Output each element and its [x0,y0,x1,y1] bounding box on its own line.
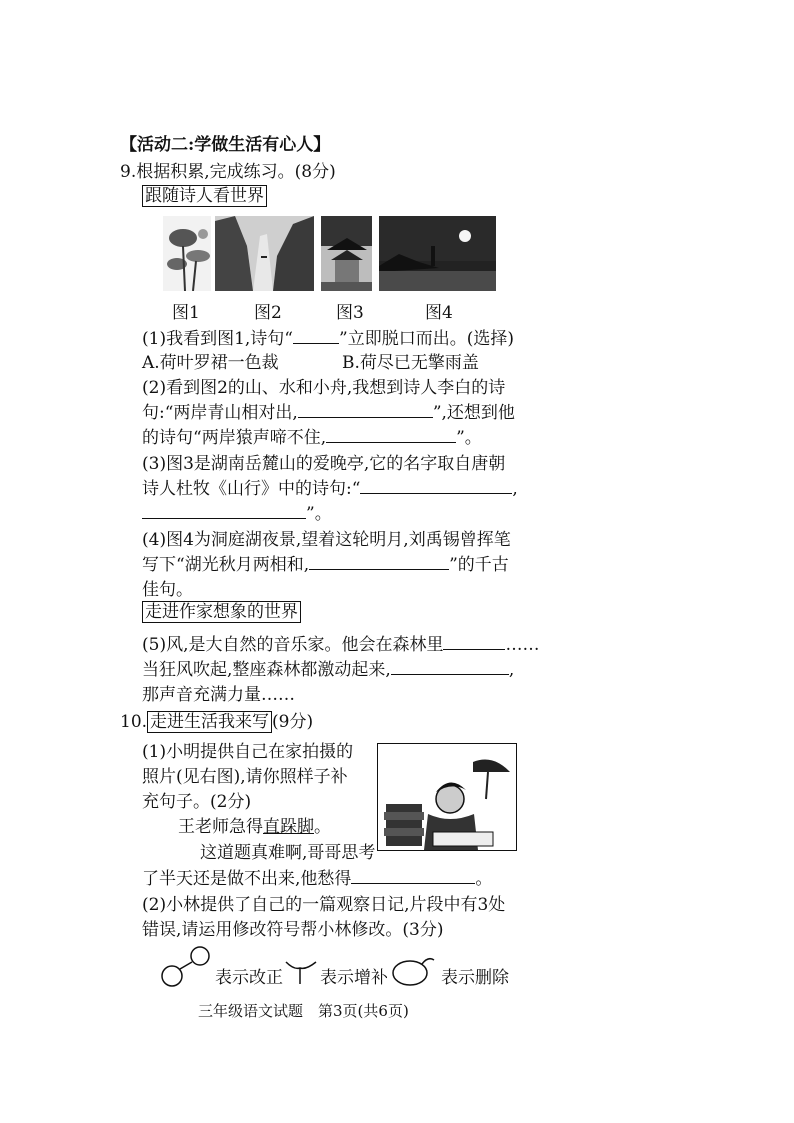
page-footer: 三年级语文试题 第3页(共6页) [198,1002,409,1020]
text: …… [505,635,540,655]
figure-caption: 图2 [254,303,282,323]
answer-blank[interactable] [351,869,475,884]
text: ”的千古 [449,555,509,575]
q9-3-line3 [142,499,332,524]
text: 诗人杜牧《山行》中的诗句:“ [142,479,361,499]
q9-5-line2 [142,655,514,680]
section-title-poets: 跟随诗人看世界 [142,185,267,207]
q9-5-line3: 那声音充满力量…… [142,685,295,705]
answer-blank[interactable] [326,428,456,443]
legend-label: 表示增补 [320,968,388,988]
legend-label: 表示改正 [215,968,283,988]
q9-4-line2 [142,550,509,575]
figure-caption: 图3 [336,303,364,323]
text: 。 [314,817,331,837]
question-number: 10. [120,712,148,732]
answer-blank[interactable] [309,555,449,570]
q10-title: 走进生活我来写 [147,711,272,733]
answer-blank[interactable] [298,403,433,418]
text: 。 [475,869,493,889]
figure-caption: 图1 [172,303,200,323]
text: (5)风,是大自然的音乐家。他会在森林里 [142,635,444,655]
text: 王老师急得 [178,817,263,837]
q10-header [120,707,313,732]
answer-blank[interactable] [360,479,512,494]
q10-1-line3: 充句子。(2分) [142,792,252,812]
q9-3-line1: (3)图3是湖南岳麓山的爱晚亭,它的名字取自唐朝 [142,454,506,474]
answer-blank[interactable] [293,329,339,344]
q9-header: 9.根据积累,完成练习。(8分) [120,162,336,182]
text: ”。 [306,504,332,524]
option-a: A.荷叶罗裙一色裁 [142,353,279,373]
q9-2-line3 [142,423,482,448]
q10-2-line1: (2)小林提供了自己的一篇观察日记,片段中有3处 [142,895,506,915]
correct-symbol-icon [158,944,212,990]
activity-title: 【活动二:学做生活有心人】 [120,135,331,155]
text: (1)我看到图1,诗句“ [142,329,293,349]
q9-3-line2 [142,474,518,499]
q9-4-line1: (4)图4为洞庭湖夜景,望着这轮明月,刘禹锡曾挥笔 [142,530,511,550]
text: 写下“湖光秋月两相和, [142,555,310,575]
q9-5-line1 [142,630,539,655]
text: ”。 [456,428,482,448]
text: ”,还想到他 [432,403,515,423]
insert-symbol-icon [284,956,318,986]
underlined-text: 直跺脚 [263,817,314,837]
pavilion-image [321,216,372,291]
q10-1-line2: 照片(见右图),请你照样子补 [142,767,348,787]
answer-blank[interactable] [391,660,509,675]
text: , [512,479,518,499]
legend-label: 表示删除 [441,968,509,988]
student-cartoon-image [377,743,517,851]
text: 的诗句“两岸猿声啼不住, [142,428,327,448]
moon-lake-image [379,216,496,291]
answer-blank[interactable] [443,635,505,650]
example-sentence [178,812,331,837]
figure-caption: 图4 [425,303,453,323]
text: ”立即脱口而出。(选择) [339,329,514,349]
mountain-river-image [215,216,314,291]
text: , [508,660,515,680]
q9-4-line3: 佳句。 [142,580,193,600]
q10-2-line2: 错误,请运用修改符号帮小林修改。(3分) [142,920,444,940]
q9-2-line1: (2)看到图2的山、水和小舟,我想到诗人李白的诗 [142,378,506,398]
q10-1-line5: 这道题真难啊,哥哥思考 [200,843,376,863]
text: 了半天还是做不出来,他愁得 [142,869,352,889]
text: 当狂风吹起,整座森林都激动起来, [142,660,391,680]
q10-score: (9分) [272,712,314,732]
q9-2-line2 [142,398,515,423]
section-title-writers: 走进作家想象的世界 [142,601,301,623]
q10-1-line6 [142,864,492,889]
q9-1-line [142,324,514,349]
answer-blank[interactable] [142,504,306,519]
q10-1-line1: (1)小明提供自己在家拍摄的 [142,742,354,762]
delete-symbol-icon [388,954,438,988]
lotus-image [163,216,211,291]
option-b: B.荷尽已无擎雨盖 [342,353,479,373]
text: 句:“两岸青山相对出, [142,403,298,423]
